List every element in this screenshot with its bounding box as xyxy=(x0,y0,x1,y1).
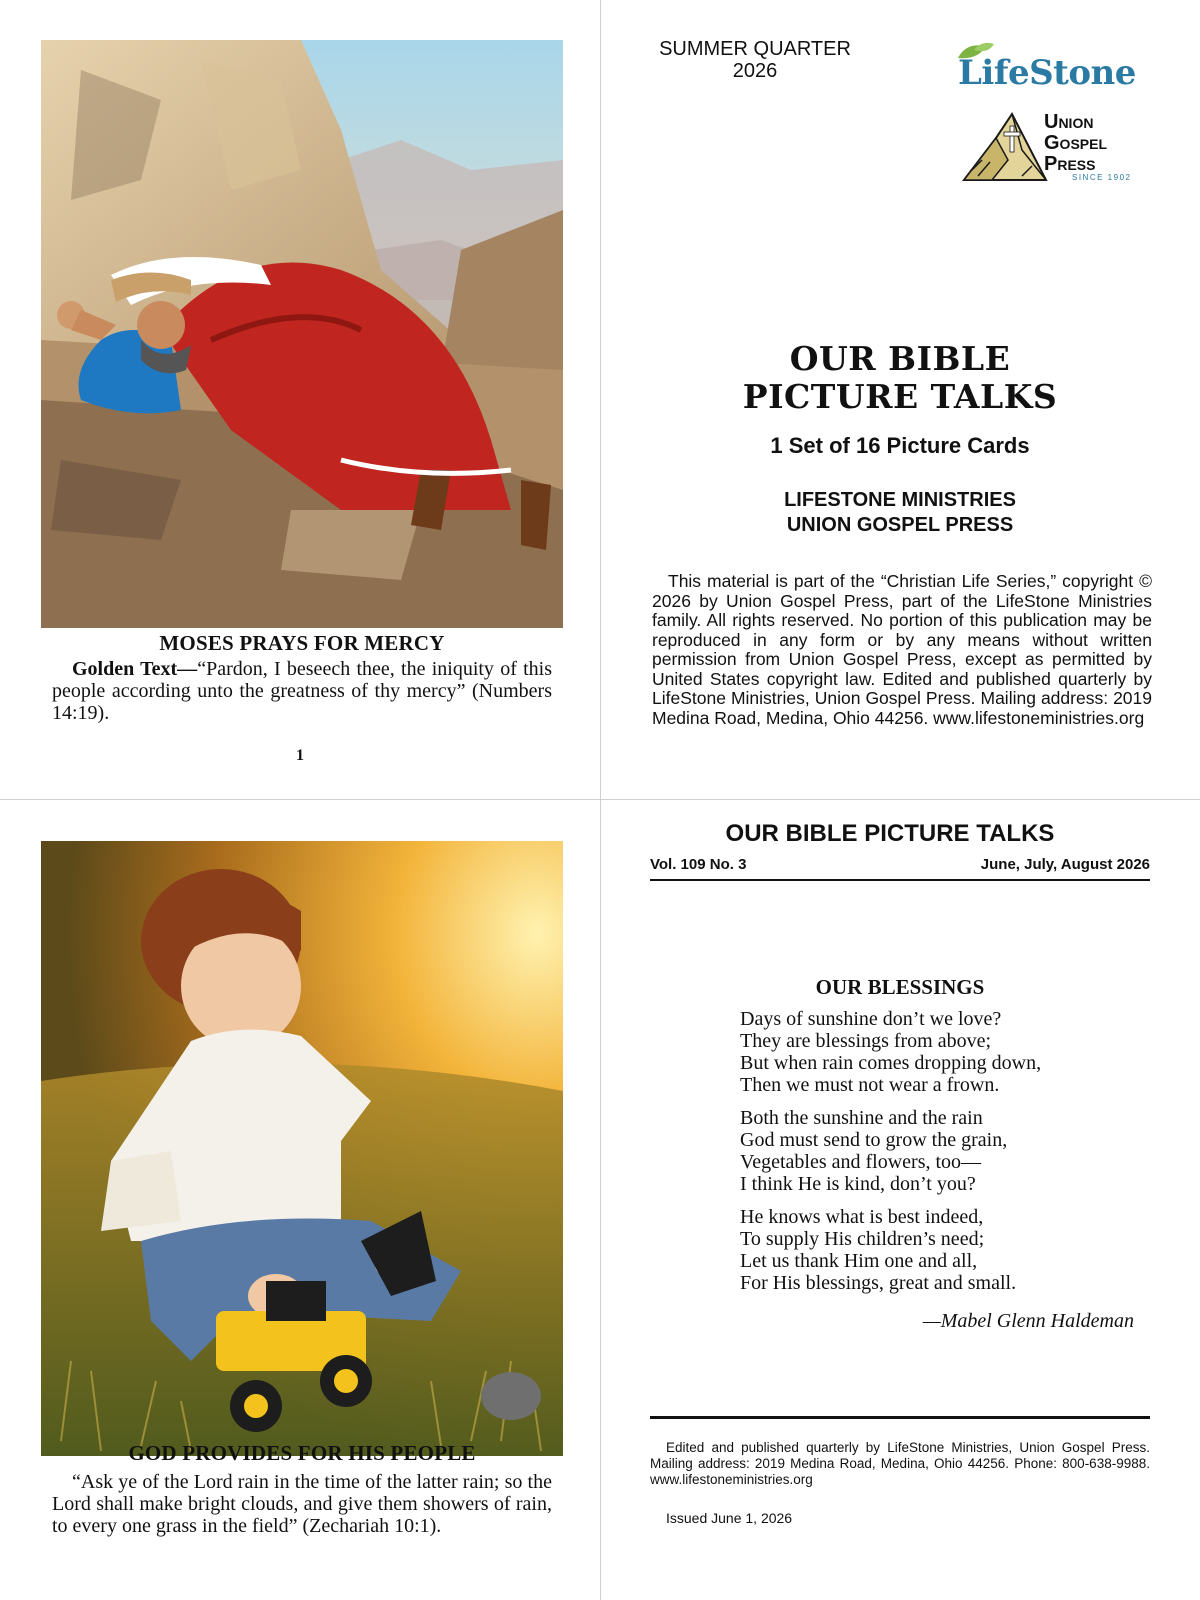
issued-date: Issued June 1, 2026 xyxy=(666,1510,793,1526)
copyright-notice xyxy=(652,572,1152,728)
publisher-line-1: LIFESTONE MINISTRIES xyxy=(784,489,1016,511)
poem-stanza xyxy=(740,1107,1160,1195)
publisher-line-2: UNION GOSPEL PRESS xyxy=(786,514,1014,536)
quarter-label xyxy=(640,38,870,82)
union-gospel-press-logo xyxy=(962,110,1162,186)
card-2-title: GOD PROVIDES FOR HIS PEOPLE xyxy=(128,1441,476,1465)
ugp-since: SINCE 1902 xyxy=(1072,173,1132,182)
ugp-word-union: Union xyxy=(1044,111,1094,133)
quarter-season: SUMMER QUARTER xyxy=(659,38,851,60)
poem-title: OUR BLESSINGS xyxy=(815,975,985,999)
card-boy-panel xyxy=(0,800,600,1600)
volume-line xyxy=(650,856,1150,878)
title-line-1: OUR BIBLE xyxy=(789,339,1011,378)
volume-number: Vol. 109 No. 3 xyxy=(650,856,747,873)
poem-line: He knows what is best indeed, xyxy=(740,1206,984,1228)
card-1-title: MOSES PRAYS FOR MERCY xyxy=(159,631,445,655)
title-line-2: PICTURE TALKS xyxy=(742,377,1058,416)
poem-line: I think He is kind, don’t you? xyxy=(740,1173,976,1195)
publisher-names xyxy=(700,488,1100,538)
issue-dates: June, July, August 2026 xyxy=(980,856,1150,873)
poem-body xyxy=(740,1008,1160,1305)
footer-rule xyxy=(650,1416,1150,1419)
footer-text: Edited and published quarterly by LifeStone Ministries, Union Gospel Press. Mailing address: 2019 Medina Road, Medina, Ohio 44256. Phone: 800-638-9988. www.lifestoneministries.org xyxy=(650,1440,1150,1487)
boy-with-toy-truck-photo xyxy=(41,841,563,1456)
masthead-rule xyxy=(650,879,1150,881)
poem-line: To supply His children’s need; xyxy=(740,1228,985,1250)
golden-text-verse: “Pardon, I beseech thee, the iniquity of this people according unto the greatness of thy mercy” (Numbers 14:19). xyxy=(52,658,553,724)
masthead-panel xyxy=(600,800,1200,1600)
poem-line: But when rain comes dropping down, xyxy=(740,1052,1042,1074)
poem-line: Then we must not wear a frown. xyxy=(740,1074,1000,1096)
mountain-cross-icon xyxy=(962,110,1048,186)
quarter-year: 2026 xyxy=(732,60,778,82)
poem-line: Vegetables and flowers, too— xyxy=(740,1151,982,1173)
poem-line: Days of sunshine don’t we love? xyxy=(740,1008,1002,1030)
publication-title xyxy=(700,340,1100,416)
ugp-wordmark xyxy=(1044,112,1107,175)
masthead-title: OUR BIBLE PICTURE TALKS xyxy=(725,820,1055,847)
footer-publisher-info xyxy=(650,1440,1150,1488)
poem-line: God must send to grow the grain, xyxy=(740,1129,1008,1151)
card-1-golden-text xyxy=(52,658,552,724)
page-number: 1 xyxy=(296,747,304,764)
card-moses-panel xyxy=(0,0,600,800)
lifestone-wordmark: LifeStone xyxy=(958,53,1136,93)
poem-author: —Mabel Glenn Haldeman xyxy=(922,1310,1134,1332)
ugp-word-gospel: Gospel xyxy=(1044,132,1108,154)
poem-line: For His blessings, great and small. xyxy=(740,1272,1017,1294)
copyright-text: This material is part of the “Christian Life Series,” copyright © 2026 by Union Gospel Press, part of the LifeStone Ministries family. All rights reserved. No portion of this publication may be reproduced in any form or by any means without written permission from Union Gospel Press, except as permitted by United States copyright law. Edited and published quarterly by LifeStone Ministries, Union Gospel Press. Mailing address: 2019 Medina Road, Medina, Ohio 44256. www.lifestoneministries.org xyxy=(652,571,1152,728)
publication-subtitle: 1 Set of 16 Picture Cards xyxy=(770,433,1030,458)
ugp-word-press: Press xyxy=(1044,153,1096,175)
poem-stanza xyxy=(740,1206,1160,1294)
poem-stanza xyxy=(740,1008,1160,1096)
moses-praying-illustration xyxy=(41,40,563,628)
card-2-verse xyxy=(52,1471,552,1537)
poem-line: They are blessings from above; xyxy=(740,1030,992,1052)
poem-line: Let us thank Him one and all, xyxy=(740,1250,978,1272)
golden-text-label: Golden Text— xyxy=(72,658,198,680)
card-2-verse-text: “Ask ye of the Lord rain in the time of the latter rain; so the Lord shall make bright clouds, and give them showers of rain, to every one grass in the field” (Zechariah 10:1). xyxy=(52,1471,552,1537)
poem-line: Both the sunshine and the rain xyxy=(740,1107,983,1129)
lifestone-logo xyxy=(952,38,1136,98)
cover-panel xyxy=(600,0,1200,800)
